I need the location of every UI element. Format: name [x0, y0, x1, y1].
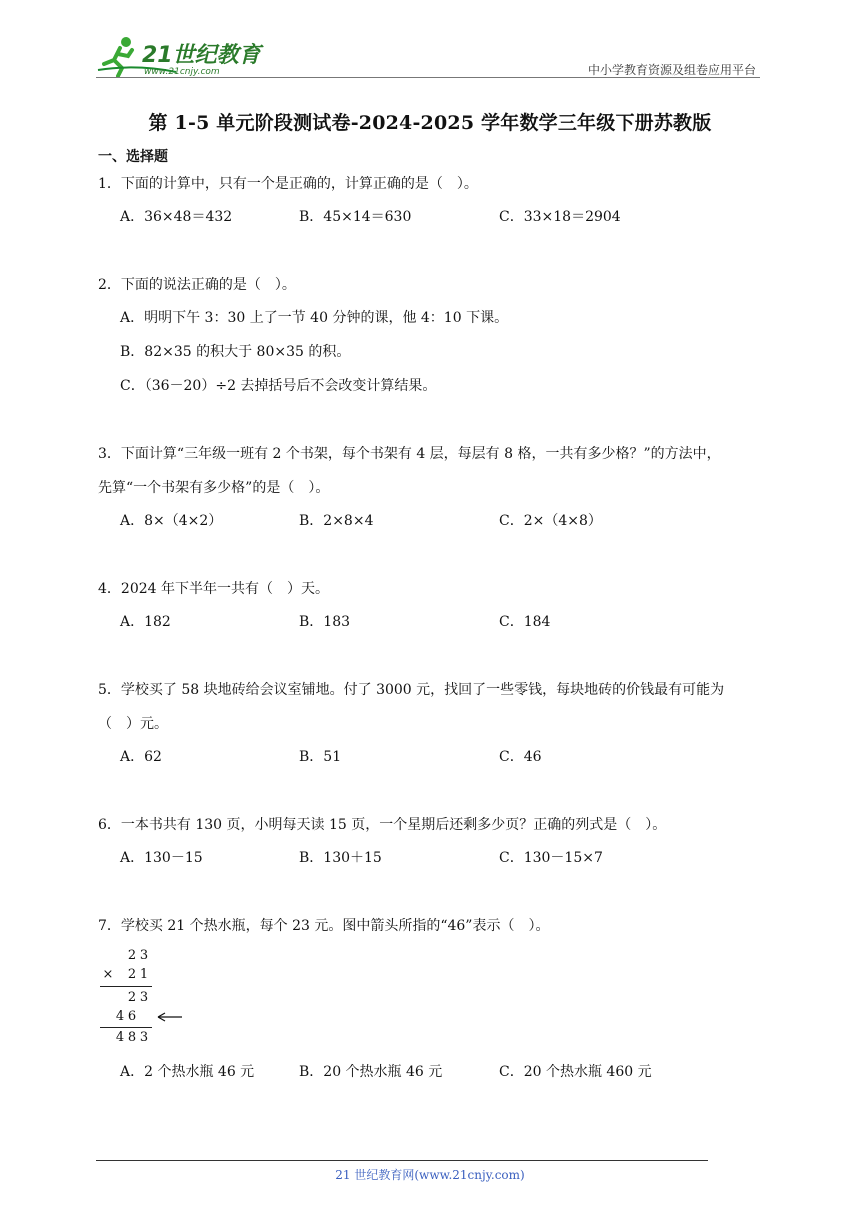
question-1-option-a: A．36×48＝432 [120, 209, 233, 225]
question-7-option-c: C．20 个热水瓶 460 元 [499, 1064, 652, 1080]
question-4-stem: 4．2024 年下半年一共有（ ）天。 [98, 581, 329, 597]
logo-url: www.21cnjy.com [144, 67, 220, 77]
question-5-stem-line-2: （ ）元。 [98, 716, 168, 732]
question-4-option-c: C．184 [499, 614, 551, 630]
calc-digit: 3 [139, 990, 149, 1005]
question-5-option-b: B．51 [299, 749, 342, 765]
calc-digit: 3 [139, 948, 149, 963]
question-5-option-a: A．62 [120, 749, 162, 765]
logo-text: 21世纪教育 [142, 43, 261, 68]
header-divider [96, 77, 760, 78]
question-4-option-b: B．183 [299, 614, 351, 630]
calc-digit: 4 [115, 1030, 125, 1045]
page-title: 第 1-5 单元阶段测试卷-2024-2025 学年数学三年级下册苏教版 [148, 112, 712, 134]
question-2-option-b: B．82×35 的积大于 80×35 的积。 [120, 344, 351, 360]
calc-digit: 2 [127, 948, 137, 963]
vertical-multiplication [96, 946, 186, 1046]
footer-link[interactable]: 21 世纪教育网(www.21cnjy.com) [335, 1168, 525, 1182]
question-1-stem: 1．下面的计算中，只有一个是正确的，计算正确的是（ ）。 [98, 176, 478, 192]
question-6-option-b: B．130＋15 [299, 850, 382, 866]
question-4-option-a: A．182 [120, 614, 171, 630]
question-2-option-a: A．明明下午 3：30 上了一节 40 分钟的课，他 4：10 下课。 [120, 310, 509, 326]
question-6-option-c: C．130－15×7 [499, 850, 603, 866]
site-tagline: 中小学教育资源及组卷应用平台 [587, 63, 756, 77]
question-3-option-c: C．2×（4×8） [499, 513, 602, 529]
calc-digit: 3 [139, 1030, 149, 1045]
question-5-stem-line-1: 5．学校买了 58 块地砖给会议室铺地。付了 3000 元，找回了一些零钱，每块地砖的价钱最有可能为 [98, 682, 725, 698]
question-7-option-a: A．2 个热水瓶 46 元 [120, 1064, 255, 1080]
question-3-stem-line-2: 先算“一个书架有多少格”的是（ ）。 [98, 480, 330, 496]
calc-digit: 1 [139, 967, 149, 982]
calc-digit: 2 [127, 967, 137, 982]
logo [96, 34, 266, 78]
question-6-stem: 6．一本书共有 130 页，小明每天读 15 页，一个星期后还剩多少页？正确的列式是（ ）。 [98, 817, 667, 833]
question-5-option-c: C．46 [499, 749, 542, 765]
section-heading: 一、选择题 [98, 149, 168, 165]
question-2-stem: 2．下面的说法正确的是（ ）。 [98, 277, 296, 293]
calc-digit: 8 [127, 1030, 137, 1045]
footer-divider [96, 1160, 708, 1161]
calc-rule [100, 1027, 152, 1028]
question-3-option-a: A．8×（4×2） [120, 513, 223, 529]
question-2-option-c: C．（36－20）÷2 去掉括号后不会改变计算结果。 [120, 378, 437, 394]
question-3-option-b: B．2×8×4 [299, 513, 374, 529]
question-6-option-a: A．130－15 [120, 850, 203, 866]
calc-rule [100, 986, 152, 987]
question-3-stem-line-1: 3．下面计算“三年级一班有 2 个书架，每个书架有 4 层，每层有 8 格，一共有多少格？”的方法中， [98, 446, 721, 462]
calc-digit: 6 [127, 1009, 137, 1024]
calc-digit: 2 [127, 990, 137, 1005]
question-1-option-c: C．33×18＝2904 [499, 209, 621, 225]
calc-digit: 4 [115, 1009, 125, 1024]
question-7-stem: 7．学校买 21 个热水瓶，每个 23 元。图中箭头所指的“46”表示（ ）。 [98, 918, 550, 934]
question-7-option-b: B．20 个热水瓶 46 元 [299, 1064, 443, 1080]
calc-digit: × [102, 967, 114, 982]
question-1-option-b: B．45×14＝630 [299, 209, 412, 225]
arrow-left-icon [154, 1010, 184, 1024]
